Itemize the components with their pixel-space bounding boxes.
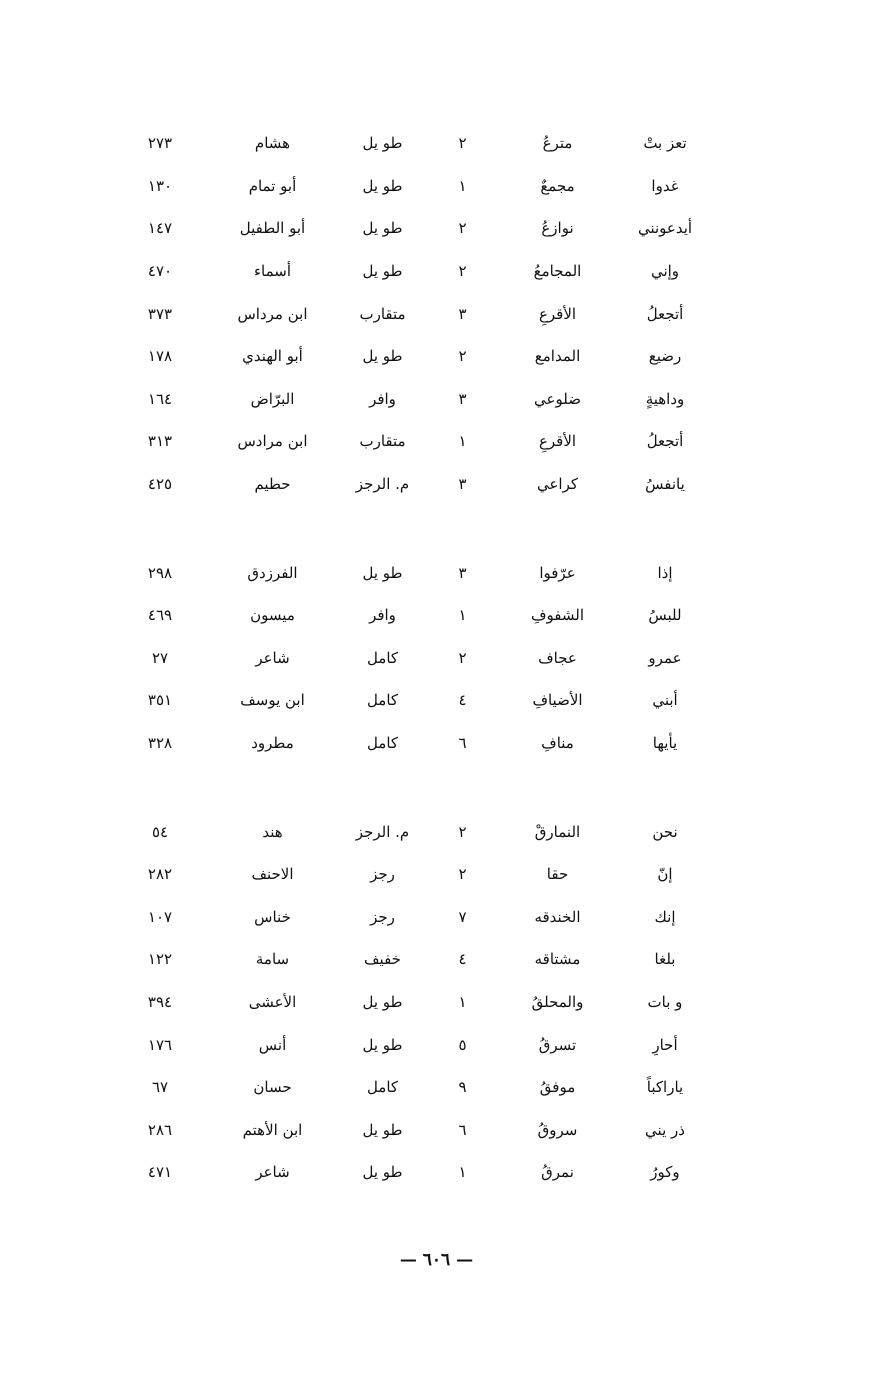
verse-rhyme-word: النمارقْ bbox=[534, 822, 581, 841]
verse-first-word: نحن bbox=[652, 822, 678, 841]
table-row bbox=[95, 335, 715, 378]
poetic-meter: طو يل bbox=[362, 134, 403, 153]
verse-count: ٥ bbox=[458, 1035, 467, 1054]
table-row bbox=[95, 122, 715, 165]
verse-first-word: أتجعلُ bbox=[646, 304, 684, 323]
verse-count: ٣ bbox=[458, 304, 467, 323]
table-row bbox=[95, 1108, 715, 1151]
verse-first-word: بلغا bbox=[654, 950, 676, 969]
verse-rhyme-word: مجمعٌ bbox=[540, 176, 575, 195]
verse-rhyme-word: الأقرعِ bbox=[538, 304, 577, 323]
verse-first-word: إذا bbox=[657, 563, 673, 582]
poet-name: أنس bbox=[258, 1035, 287, 1054]
verse-rhyme-word: مترعُ bbox=[542, 134, 573, 153]
page-reference: ٢٨٦ bbox=[147, 1120, 173, 1139]
verse-rhyme-word: المدامع bbox=[534, 347, 581, 366]
verse-rhyme-word: سروقُ bbox=[537, 1120, 578, 1139]
poetic-meter: طو يل bbox=[362, 1120, 403, 1139]
page-reference: ٤٧١ bbox=[147, 1163, 173, 1182]
verse-count: ٣ bbox=[458, 563, 467, 582]
verse-rhyme-word: منافِ bbox=[541, 734, 574, 753]
table-row bbox=[95, 981, 715, 1024]
table-row bbox=[95, 551, 715, 594]
verse-count: ٢ bbox=[458, 219, 467, 238]
verse-rhyme-word: والمحلقُ bbox=[531, 992, 584, 1011]
table-row bbox=[95, 420, 715, 463]
verse-count: ٧ bbox=[458, 907, 467, 926]
poet-name: شاعر bbox=[255, 648, 290, 667]
poetic-meter: رجز bbox=[370, 865, 395, 884]
verse-rhyme-word: كراعي bbox=[536, 475, 579, 494]
poet-name: هشام bbox=[254, 134, 291, 153]
table-row bbox=[95, 938, 715, 981]
verse-first-word: أيدعونني bbox=[637, 219, 693, 238]
poetic-meter: خفيف bbox=[364, 950, 401, 969]
poetic-meter: م. الرجز bbox=[355, 475, 410, 494]
poetic-meter: طو يل bbox=[362, 176, 403, 195]
table-row bbox=[95, 594, 715, 637]
verse-rhyme-word: نمرقُ bbox=[541, 1163, 574, 1182]
page-reference: ٦٧ bbox=[151, 1078, 169, 1097]
table-row bbox=[95, 722, 715, 765]
verse-first-word: إنّ bbox=[657, 865, 673, 884]
poet-name: ميسون bbox=[250, 606, 295, 625]
page-reference: ٢٨٢ bbox=[147, 865, 173, 884]
page-reference: ٥٤ bbox=[151, 822, 169, 841]
verse-rhyme-word: المجامعُ bbox=[533, 262, 582, 281]
table-row bbox=[95, 165, 715, 208]
verse-count: ٤ bbox=[458, 950, 467, 969]
rhyme-group bbox=[95, 810, 715, 1193]
poetic-meter: متقارب bbox=[359, 432, 406, 451]
page-reference: ٢٩٨ bbox=[147, 563, 173, 582]
verse-rhyme-word: نوازعُ bbox=[541, 219, 574, 238]
table-row bbox=[95, 1023, 715, 1066]
table-row bbox=[95, 637, 715, 680]
verse-rhyme-word: الشفوفِ bbox=[530, 606, 584, 625]
page-reference: ١٦٤ bbox=[147, 389, 173, 408]
poetic-meter: طو يل bbox=[362, 219, 403, 238]
verse-count: ١ bbox=[458, 606, 467, 625]
page-reference: ٣١٣ bbox=[147, 432, 173, 451]
poetic-meter: متقارب bbox=[359, 304, 406, 323]
poetic-meter: كامل bbox=[366, 1078, 399, 1097]
poet-name: ابن مرادس bbox=[237, 432, 308, 451]
verse-count: ٦ bbox=[458, 734, 467, 753]
verse-first-word: و بات bbox=[647, 992, 683, 1011]
verse-rhyme-word: موفقُ bbox=[539, 1078, 576, 1097]
page-reference: ١٠٧ bbox=[147, 907, 173, 926]
table-row bbox=[95, 810, 715, 853]
page-reference: ١٢٢ bbox=[147, 950, 173, 969]
verse-first-word: رضيع bbox=[648, 347, 682, 366]
verse-first-word: وإني bbox=[650, 262, 680, 281]
table-row bbox=[95, 463, 715, 506]
poetic-meter: وافر bbox=[369, 606, 396, 625]
table-row bbox=[95, 1066, 715, 1109]
verse-first-word: أبني bbox=[652, 691, 678, 710]
verse-first-word: يانفسُ bbox=[645, 475, 685, 494]
verse-first-word: غدوا bbox=[651, 176, 679, 195]
poet-name: أسماء bbox=[253, 262, 292, 281]
poet-name: الأعشى bbox=[248, 992, 297, 1011]
table-row bbox=[95, 250, 715, 293]
table-row bbox=[95, 378, 715, 421]
verse-count: ٩ bbox=[458, 1078, 467, 1097]
verse-first-word: تعز بتْ bbox=[643, 134, 687, 153]
poet-name: سامة bbox=[255, 950, 290, 969]
verse-rhyme-word: عرّفوا bbox=[539, 563, 576, 582]
poetic-meter: كامل bbox=[366, 734, 399, 753]
verse-first-word: ياراكباً bbox=[646, 1078, 684, 1097]
verse-rhyme-word: حقا bbox=[546, 865, 569, 884]
page-reference: ٤٧٠ bbox=[147, 262, 173, 281]
page-reference: ١٣٠ bbox=[147, 176, 173, 195]
verse-first-word: للبسُ bbox=[648, 606, 682, 625]
page-reference: ١٧٦ bbox=[147, 1035, 173, 1054]
page-reference: ٤٦٩ bbox=[147, 606, 173, 625]
verse-rhyme-word: مشتاقه bbox=[534, 950, 581, 969]
poet-name: حطيم bbox=[254, 475, 291, 494]
page-reference: ٢٧٣ bbox=[147, 134, 173, 153]
verse-rhyme-word: الأقرعِ bbox=[538, 432, 577, 451]
table-row bbox=[95, 679, 715, 722]
poetic-meter: طو يل bbox=[362, 1163, 403, 1182]
page-reference: ٢٧ bbox=[151, 648, 169, 667]
poetic-meter: كامل bbox=[366, 691, 399, 710]
page-reference: ٣٢٨ bbox=[147, 734, 173, 753]
table-row bbox=[95, 207, 715, 250]
page-reference: ١٧٨ bbox=[147, 347, 173, 366]
verse-count: ١ bbox=[458, 992, 467, 1011]
page-reference: ٣٧٣ bbox=[147, 304, 173, 323]
poet-name: شاعر bbox=[255, 1163, 290, 1182]
verse-count: ١ bbox=[458, 432, 467, 451]
index-table bbox=[95, 122, 715, 1240]
verse-rhyme-word: تسرقُ bbox=[538, 1035, 577, 1054]
poet-name: أبو الطفيل bbox=[239, 219, 306, 238]
verse-rhyme-word: عجاف bbox=[538, 648, 577, 667]
verse-count: ٢ bbox=[458, 347, 467, 366]
verse-count: ٤ bbox=[458, 691, 467, 710]
table-row bbox=[95, 896, 715, 939]
poetic-meter: كامل bbox=[366, 648, 399, 667]
table-row bbox=[95, 853, 715, 896]
poet-name: الفرزدق bbox=[247, 563, 298, 582]
poet-name: أبو الهندي bbox=[242, 347, 303, 366]
poetic-meter: طو يل bbox=[362, 347, 403, 366]
poetic-meter: طو يل bbox=[362, 262, 403, 281]
verse-count: ١ bbox=[458, 176, 467, 195]
poet-name: البرّاض bbox=[250, 389, 295, 408]
verse-first-word: أحارِ bbox=[652, 1035, 678, 1054]
poet-name: خناس bbox=[254, 907, 291, 926]
verse-count: ٢ bbox=[458, 822, 467, 841]
page-reference: ٣٥١ bbox=[147, 691, 173, 710]
verse-first-word: يأيها bbox=[652, 734, 678, 753]
rhyme-group bbox=[95, 122, 715, 505]
poet-name: هند bbox=[262, 822, 283, 841]
verse-first-word: عمرو bbox=[648, 648, 682, 667]
poetic-meter: طو يل bbox=[362, 992, 403, 1011]
page-number: — ٦٠٦ — bbox=[399, 1250, 474, 1270]
verse-count: ٦ bbox=[458, 1120, 467, 1139]
poetic-meter: م. الرجز bbox=[355, 822, 410, 841]
poet-name: ابن مرداس bbox=[237, 304, 308, 323]
verse-first-word: أتجعلُ bbox=[646, 432, 684, 451]
table-row bbox=[95, 292, 715, 335]
verse-first-word: ذر يني bbox=[645, 1120, 685, 1139]
verse-count: ٢ bbox=[458, 134, 467, 153]
verse-first-word: وكورُ bbox=[650, 1163, 680, 1182]
page-reference: ٤٢٥ bbox=[147, 475, 173, 494]
table-row bbox=[95, 1151, 715, 1194]
poet-name: مطرود bbox=[251, 734, 294, 753]
verse-first-word: وداهيةٍ bbox=[645, 389, 685, 408]
poetic-meter: رجز bbox=[370, 907, 395, 926]
verse-rhyme-word: الأضيافِ bbox=[532, 691, 583, 710]
poet-name: الاحنف bbox=[251, 865, 294, 884]
verse-count: ٢ bbox=[458, 648, 467, 667]
verse-rhyme-word: الخندقه bbox=[534, 907, 581, 926]
poet-name: ابن الأهتم bbox=[242, 1120, 303, 1139]
page-reference: ٣٩٤ bbox=[147, 992, 173, 1011]
poet-name: أبو تمام bbox=[248, 176, 297, 195]
rhyme-group bbox=[95, 551, 715, 764]
poetic-meter: وافر bbox=[369, 389, 396, 408]
verse-first-word: إنك bbox=[654, 907, 676, 926]
verse-count: ٢ bbox=[458, 865, 467, 884]
verse-count: ١ bbox=[458, 1163, 467, 1182]
verse-count: ٣ bbox=[458, 475, 467, 494]
poet-name: حسان bbox=[253, 1078, 292, 1097]
verse-rhyme-word: ضلوعي bbox=[534, 389, 581, 408]
page-reference: ١٤٧ bbox=[147, 219, 173, 238]
poetic-meter: طو يل bbox=[362, 563, 403, 582]
verse-count: ٣ bbox=[458, 389, 467, 408]
poetic-meter: طو يل bbox=[362, 1035, 403, 1054]
verse-count: ٢ bbox=[458, 262, 467, 281]
poet-name: ابن يوسف bbox=[240, 691, 305, 710]
